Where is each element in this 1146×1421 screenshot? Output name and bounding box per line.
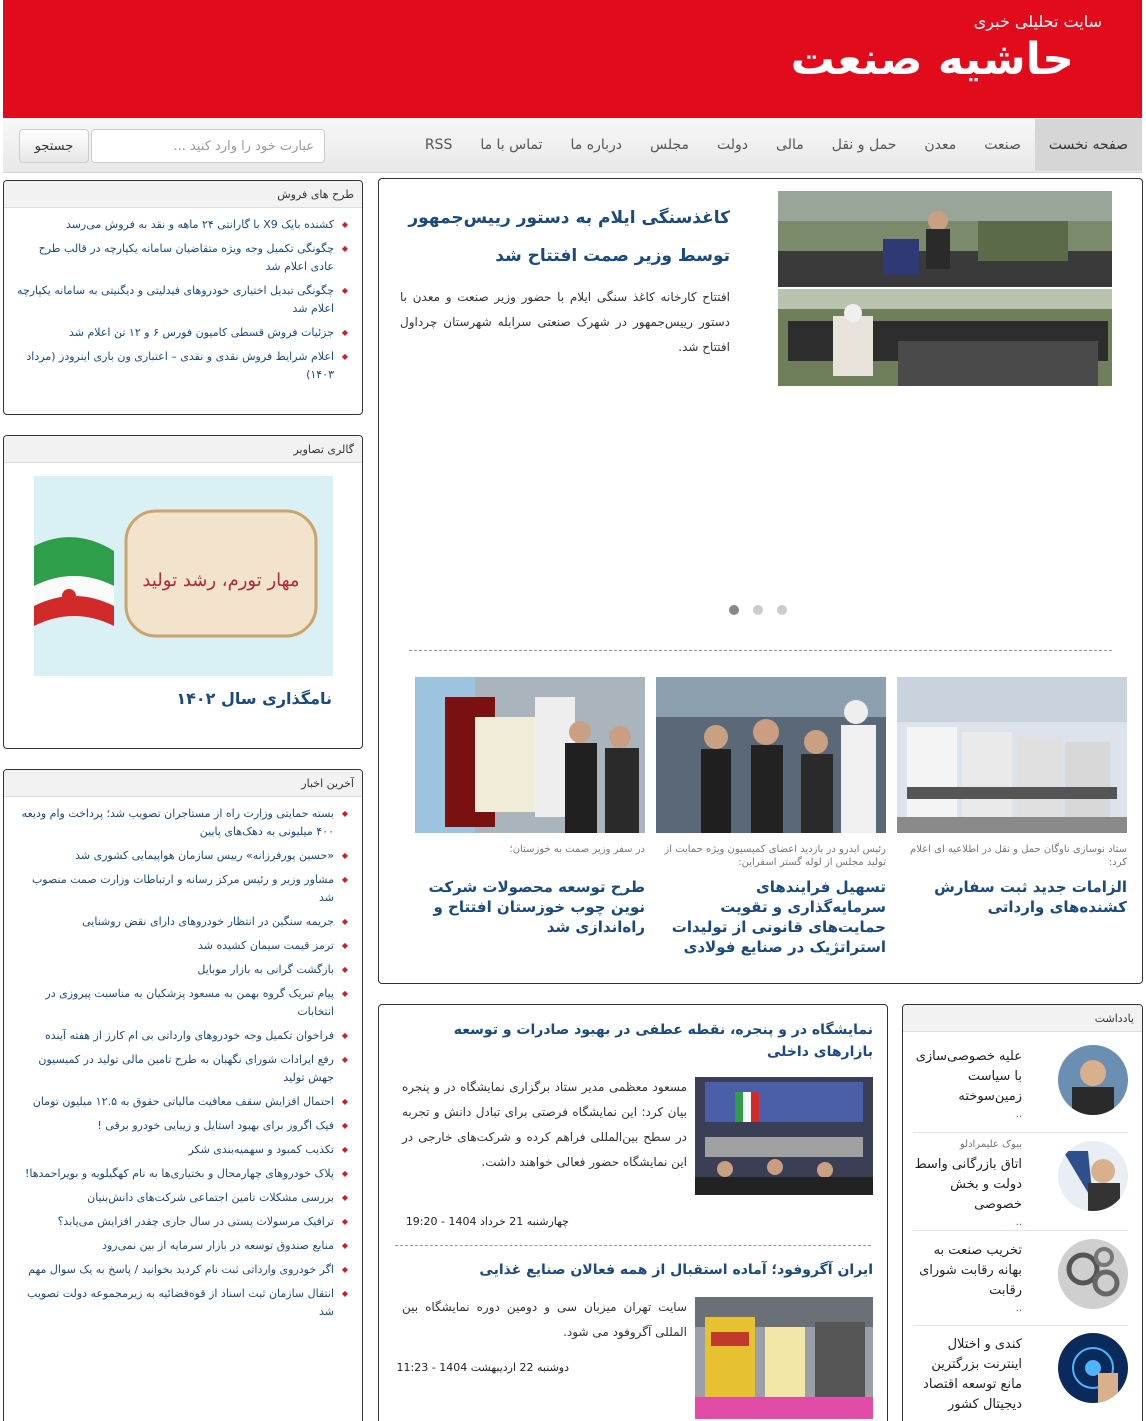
news-card-title[interactable]: تسهیل فرایندهای سرمایه‌گذاری و تقویت حمایت‌های قانونی از تولیدات استراتژیک در صنایع فولادی [671,878,886,956]
list-item[interactable]: ◆ چگونگی تبدیل اختیاری خودروهای فیدلیتی و دیگنیتی به سامانه یکپارچه اعلام شد [16,282,348,318]
nav-item-rss[interactable]: RSS [424,137,453,153]
divider [913,1230,1128,1231]
nav-item-mine[interactable]: معدن [924,137,957,153]
list-item[interactable]: ◆ بررسی مشکلات تامین اجتماعی شرکت‌های دانش‌بنیان [16,1189,348,1207]
slider-dot-2[interactable] [753,605,763,615]
news-card-caption: رئیس ایدرو در بازدید اعضای کمیسیون ویژه حمایت از تولید مجلس از لوله گستر اسفراین: [664,844,886,868]
author-avatar[interactable] [1058,1045,1128,1115]
nav-item-finance[interactable]: مالی [776,137,804,153]
article-date: چهارشنبه 21 خرداد 1404 - 19:20 [405,1215,569,1228]
note-item[interactable] [913,1239,1128,1331]
note-author: بیوک علیمرادلو [959,1139,1022,1150]
panel-heading: طرح های فروش [4,181,362,208]
panel-heading: گالری تصاویر [4,436,362,463]
note-title[interactable]: علیه خصوصی‌سازی با سیاست زمین‌سوخته [915,1049,1022,1104]
main-nav [3,119,1142,173]
list-item[interactable]: ◆ ترافیک مرسولات پستی در سال جاری چقدر افزایش می‌یابد؟ [16,1213,348,1231]
author-avatar[interactable] [1058,1141,1128,1211]
note-more[interactable]: .. [1015,1109,1022,1120]
list-item[interactable]: ◆ احتمال افزایش سقف معافیت مالیاتی حقوق به ۱۲.۵ میلیون تومان [16,1093,348,1111]
news-card-caption: ستاد نوسازی ناوگان حمل و نقل در اطلاعیه ای اعلام کرد: [910,844,1127,868]
list-item[interactable]: ◆ چگونگی تکمیل وجه ویژه متقاضیان سامانه یکپارچه در قالب طرح عادی اعلام شد [16,240,348,276]
divider [913,1132,1128,1133]
note-item[interactable] [913,1141,1128,1233]
article-title[interactable]: ایران آگروفود؛ آماده استقبال از همه فعالان صنایع غذایی [479,1262,873,1278]
news-card-title[interactable]: طرح توسعه محصولات شرکت نوین چوب خوزستان افتتاح و راه‌اندازی شد [428,878,645,936]
note-more[interactable]: .. [1015,1217,1022,1228]
featured-description: افتتاح کارخانه کاغذ سنگی ایلام با حضور وزیر صنعت و معدن با دستور رییس‌جمهور در شهرک صنعتی سرابله شهرستان چرداول افتتاح شد. [400,290,730,354]
note-title[interactable]: تخریب صنعت به بهانه رقابت شورای رقابت [919,1243,1022,1298]
article-date: دوشنبه 22 اردیبهشت 1404 - 11:23 [396,1361,569,1374]
news-card-caption: در سفر وزیر صمت به خوزستان؛ [509,844,645,855]
news-card-title[interactable]: الزامات جدید ثبت سفارش کشنده‌های وارداتی [934,878,1127,916]
note-item[interactable] [913,1333,1128,1421]
news-card-image[interactable] [897,677,1127,833]
nav-item-home[interactable]: صفحه نخست [1035,119,1142,171]
list-item[interactable]: ◆ بازگشت گرانی به بازار موبایل [16,961,348,979]
nav-item-government[interactable]: دولت [717,137,749,153]
gallery-caption[interactable]: نامگذاری سال ۱۴۰۲ [176,689,332,708]
site-logo[interactable]: حاشیه صنعت [790,34,1074,85]
article-summary: مسعود معظمی مدیر ستاد برگزاری نمایشگاه در و پنجره بیان کرد: این نمایشگاه فرصتی برای تبادل دانش و تجربه در سطح بین‌المللی فراهم کرده و شرکت‌های خارجی در این نمایشگاه حضور فعالی خواهند داشت. [402,1080,687,1169]
author-avatar[interactable] [1058,1333,1128,1403]
news-card[interactable] [897,677,1127,917]
list-item[interactable]: ◆ منابع صندوق توسعه در بازار سرمایه از بین نمی‌رود [16,1237,348,1255]
divider [409,650,1112,651]
slider-dot-3[interactable] [777,605,787,615]
list-item[interactable]: ◆ مشاور وزیر و رئیس مرکز رسانه و ارتباطات وزارت صمت منصوب شد [16,871,348,907]
nav-item-industry[interactable]: صنعت [984,137,1021,153]
list-item[interactable]: ◆ پیام تبریک گروه بهمن به مسعود پزشکیان به مناسبت پیروزی در انتخابات [16,985,348,1021]
list-item[interactable]: ◆ تکذیب کمبود و سهمیه‌بندی شکر [16,1141,348,1159]
search-input[interactable] [91,129,325,163]
news-card[interactable] [656,677,886,957]
list-item[interactable]: ◆ فراخوان تکمیل وجه خودروهای وارداتی بی ام کارز از هفته آینده [16,1027,348,1045]
slider-dots [729,605,787,615]
article-title[interactable]: نمایشگاه در و پنجره، نقطه عطفی در بهبود صادرات و توسعه بازارهای داخلی [453,1022,873,1060]
nav-item-contact[interactable]: تماس با ما [480,137,543,153]
list-item[interactable]: ◆ کشنده بایک X9 با گارانتی ۲۴ ماهه و نقد به فروش می‌رسد [16,216,348,234]
panel-heading: یادداشت [903,1005,1142,1032]
note-title[interactable]: اتاق بازرگانی واسط دولت و بخش خصوصی [914,1157,1022,1212]
nav-item-transport[interactable]: حمل و نقل [831,137,897,153]
featured-panel [378,178,1143,984]
list-item[interactable]: ◆ رفع ایرادات شورای نگهبان به طرح تامین مالی تولید در کمیسیون جهش تولید [16,1051,348,1087]
note-more[interactable]: .. [1015,1303,1022,1314]
list-item[interactable]: ◆ بسته حمایتی وزارت راه از مستاجران تصویب شد؛ پرداخت وام ودیعه ۴۰۰ میلیونی به دهک‌های پایین [16,805,348,841]
note-item[interactable] [913,1045,1128,1137]
site-header [3,0,1142,118]
article-image[interactable] [695,1077,873,1195]
gallery-panel [3,435,363,749]
author-avatar[interactable] [1058,1239,1128,1309]
featured-title[interactable]: کاغذسنگی ایلام به دستور رییس‌جمهور توسط وزیر صمت افتتاح شد [408,208,730,266]
gallery-image[interactable] [34,476,333,676]
site-tagline: سایت تحلیلی خبری [973,12,1102,31]
search-button[interactable]: جستجو [19,129,89,163]
nav-item-about[interactable]: درباره ما [570,137,622,153]
nav-item-parliament[interactable]: مجلس [650,137,690,153]
note-title[interactable]: کندی و اختلال اینترنت بزرگترین مانع توسعه اقتصاد دیجیتال کشور [923,1337,1022,1412]
latest-news-panel [3,769,363,1421]
gallery-image-text: مهار تورم، رشد تولید [142,570,300,591]
list-item[interactable]: ◆ ترمز قیمت سیمان کشیده شد [16,937,348,955]
divider [395,1245,871,1246]
list-item[interactable]: ◆ اعلام شرایط فروش نقدی و نقدی – اعتباری ون باری اینرودز (مرداد ۱۴۰۳) [16,348,348,384]
panel-heading: آخرین اخبار [4,770,362,797]
news-card[interactable] [415,677,645,937]
sales-plans-panel [3,180,363,415]
list-item[interactable]: ◆ انتقال سازمان ثبت اسناد از قوه‌قضائیه به زیرمجموعه دولت تصویب شد [16,1285,348,1321]
list-item[interactable]: ◆ جزئیات فروش قسطی کامیون فورس ۶ و ۱۲ تن اعلام شد [16,324,348,342]
news-card-image[interactable] [656,677,886,833]
divider [913,1325,1128,1326]
article-image[interactable] [695,1297,873,1419]
list-item[interactable]: ◆ پلاک خودروهای چهارمحال و بختیاری‌ها به نام کهگیلویه و بویراحمدها! [16,1165,348,1183]
list-item[interactable]: ◆ فیک اگروز برای بهبود استایل و زیبایی خودرو برقی ! [16,1117,348,1135]
articles-panel [378,1004,888,1421]
notes-panel [902,1004,1143,1421]
slider-dot-1[interactable] [729,605,739,615]
featured-image[interactable] [778,191,1112,386]
list-item[interactable]: ◆ «حسین پورفرزانه» رییس سازمان هواپیمایی کشوری شد [16,847,348,865]
article-summary: سایت تهران میزبان سی و دومین دوره نمایشگاه بین المللی آگروفود می شود. [402,1300,687,1339]
list-item[interactable]: ◆ اگر خودروی وارداتی ثبت نام کردید بخوانید / پاسخ به یک سوال مهم [16,1261,348,1279]
list-item[interactable]: ◆ جریمه سنگین در انتظار خودروهای دارای نقض روشنایی [16,913,348,931]
news-card-image[interactable] [415,677,645,833]
